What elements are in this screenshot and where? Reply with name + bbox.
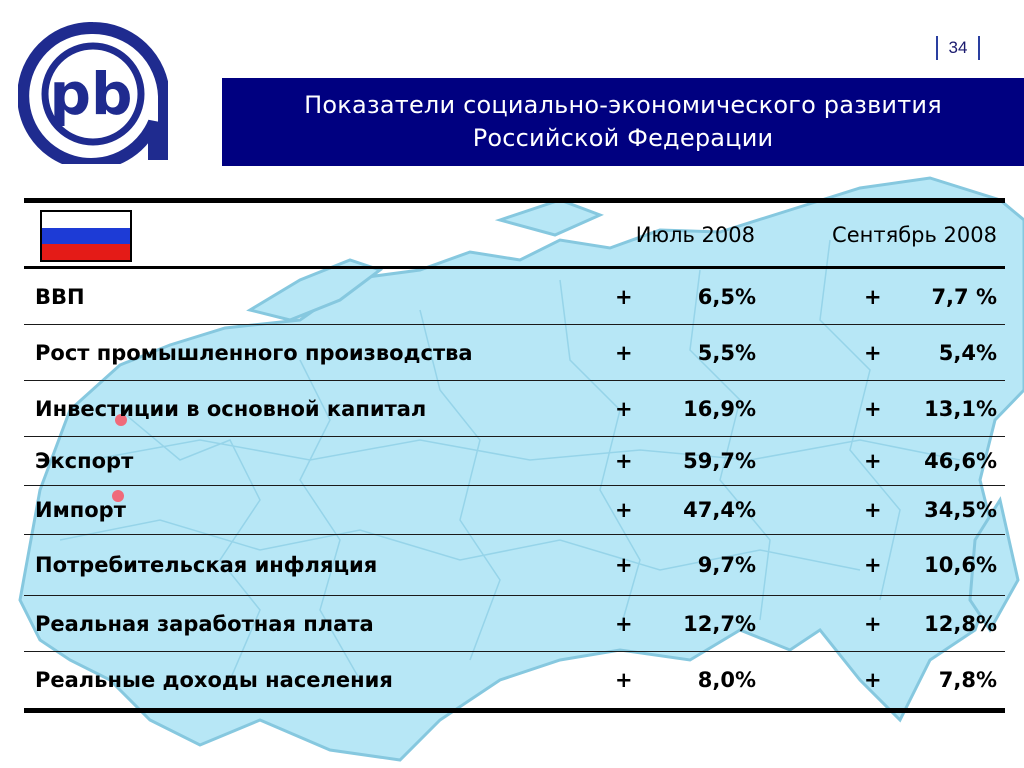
table-row [24, 269, 1005, 325]
row-label: Потребительская инфляция [35, 553, 378, 577]
row-sign-september: + [864, 284, 882, 309]
row-value-september: 10,6% [924, 553, 997, 577]
row-sign-september: + [864, 396, 882, 421]
row-value-july: 9,7% [697, 553, 756, 577]
row-sign-september: + [864, 340, 882, 365]
row-value-september: 34,5% [924, 498, 997, 522]
row-value-september: 5,4% [938, 340, 997, 365]
slide-title: Показатели социально-экономического развития Российской Федерации [304, 91, 942, 152]
column-header-july: Июль 2008 [635, 223, 755, 247]
bank-logo [18, 22, 168, 164]
row-sign-july: + [615, 553, 633, 577]
row-value-july: 5,5% [697, 340, 756, 365]
row-label: Импорт [35, 498, 126, 522]
title-banner [222, 78, 1024, 166]
row-label: Реальная заработная плата [35, 611, 374, 636]
row-sign-july: + [615, 668, 633, 692]
table-row [24, 381, 1005, 437]
row-sign-july: + [615, 611, 633, 636]
row-sign-july: + [615, 396, 633, 421]
row-sign-july: + [615, 449, 633, 473]
logo-text: pb [49, 60, 133, 128]
row-label: Экспорт [35, 449, 134, 473]
table-row [24, 437, 1005, 486]
russia-flag-icon [40, 210, 132, 262]
table-header-row [24, 203, 1005, 266]
row-sign-september: + [864, 449, 882, 473]
row-value-july: 47,4% [683, 498, 756, 522]
row-value-july: 12,7% [683, 611, 756, 636]
table-row [24, 652, 1005, 708]
row-value-september: 46,6% [924, 449, 997, 473]
row-label: ВВП [35, 284, 85, 309]
row-label: Рост промышленного производства [35, 340, 473, 365]
indicators-table [24, 198, 1005, 713]
row-sign-september: + [864, 611, 882, 636]
row-value-september: 7,7 % [931, 284, 997, 309]
row-value-september: 7,8% [938, 668, 997, 692]
row-label: Реальные доходы населения [35, 668, 393, 692]
row-value-september: 12,8% [924, 611, 997, 636]
row-sign-july: + [615, 340, 633, 365]
slide-number: 34 [934, 34, 982, 62]
row-value-july: 59,7% [683, 449, 756, 473]
row-sign-september: + [864, 668, 882, 692]
table-row [24, 325, 1005, 381]
row-value-september: 13,1% [924, 396, 997, 421]
row-sign-september: + [864, 553, 882, 577]
table-row [24, 596, 1005, 652]
table-row [24, 486, 1005, 535]
table-bottom-rule [24, 708, 1005, 713]
row-sign-september: + [864, 498, 882, 522]
row-value-july: 16,9% [683, 396, 756, 421]
row-sign-july: + [615, 498, 633, 522]
row-value-july: 8,0% [697, 668, 756, 692]
row-sign-july: + [615, 284, 633, 309]
column-header-september: Сентябрь 2008 [832, 223, 997, 247]
flag-red-stripe [42, 244, 130, 260]
row-label: Инвестиции в основной капитал [35, 396, 427, 421]
flag-white-stripe [42, 212, 130, 228]
table-row [24, 535, 1005, 596]
flag-blue-stripe [42, 228, 130, 244]
row-value-july: 6,5% [697, 284, 756, 309]
